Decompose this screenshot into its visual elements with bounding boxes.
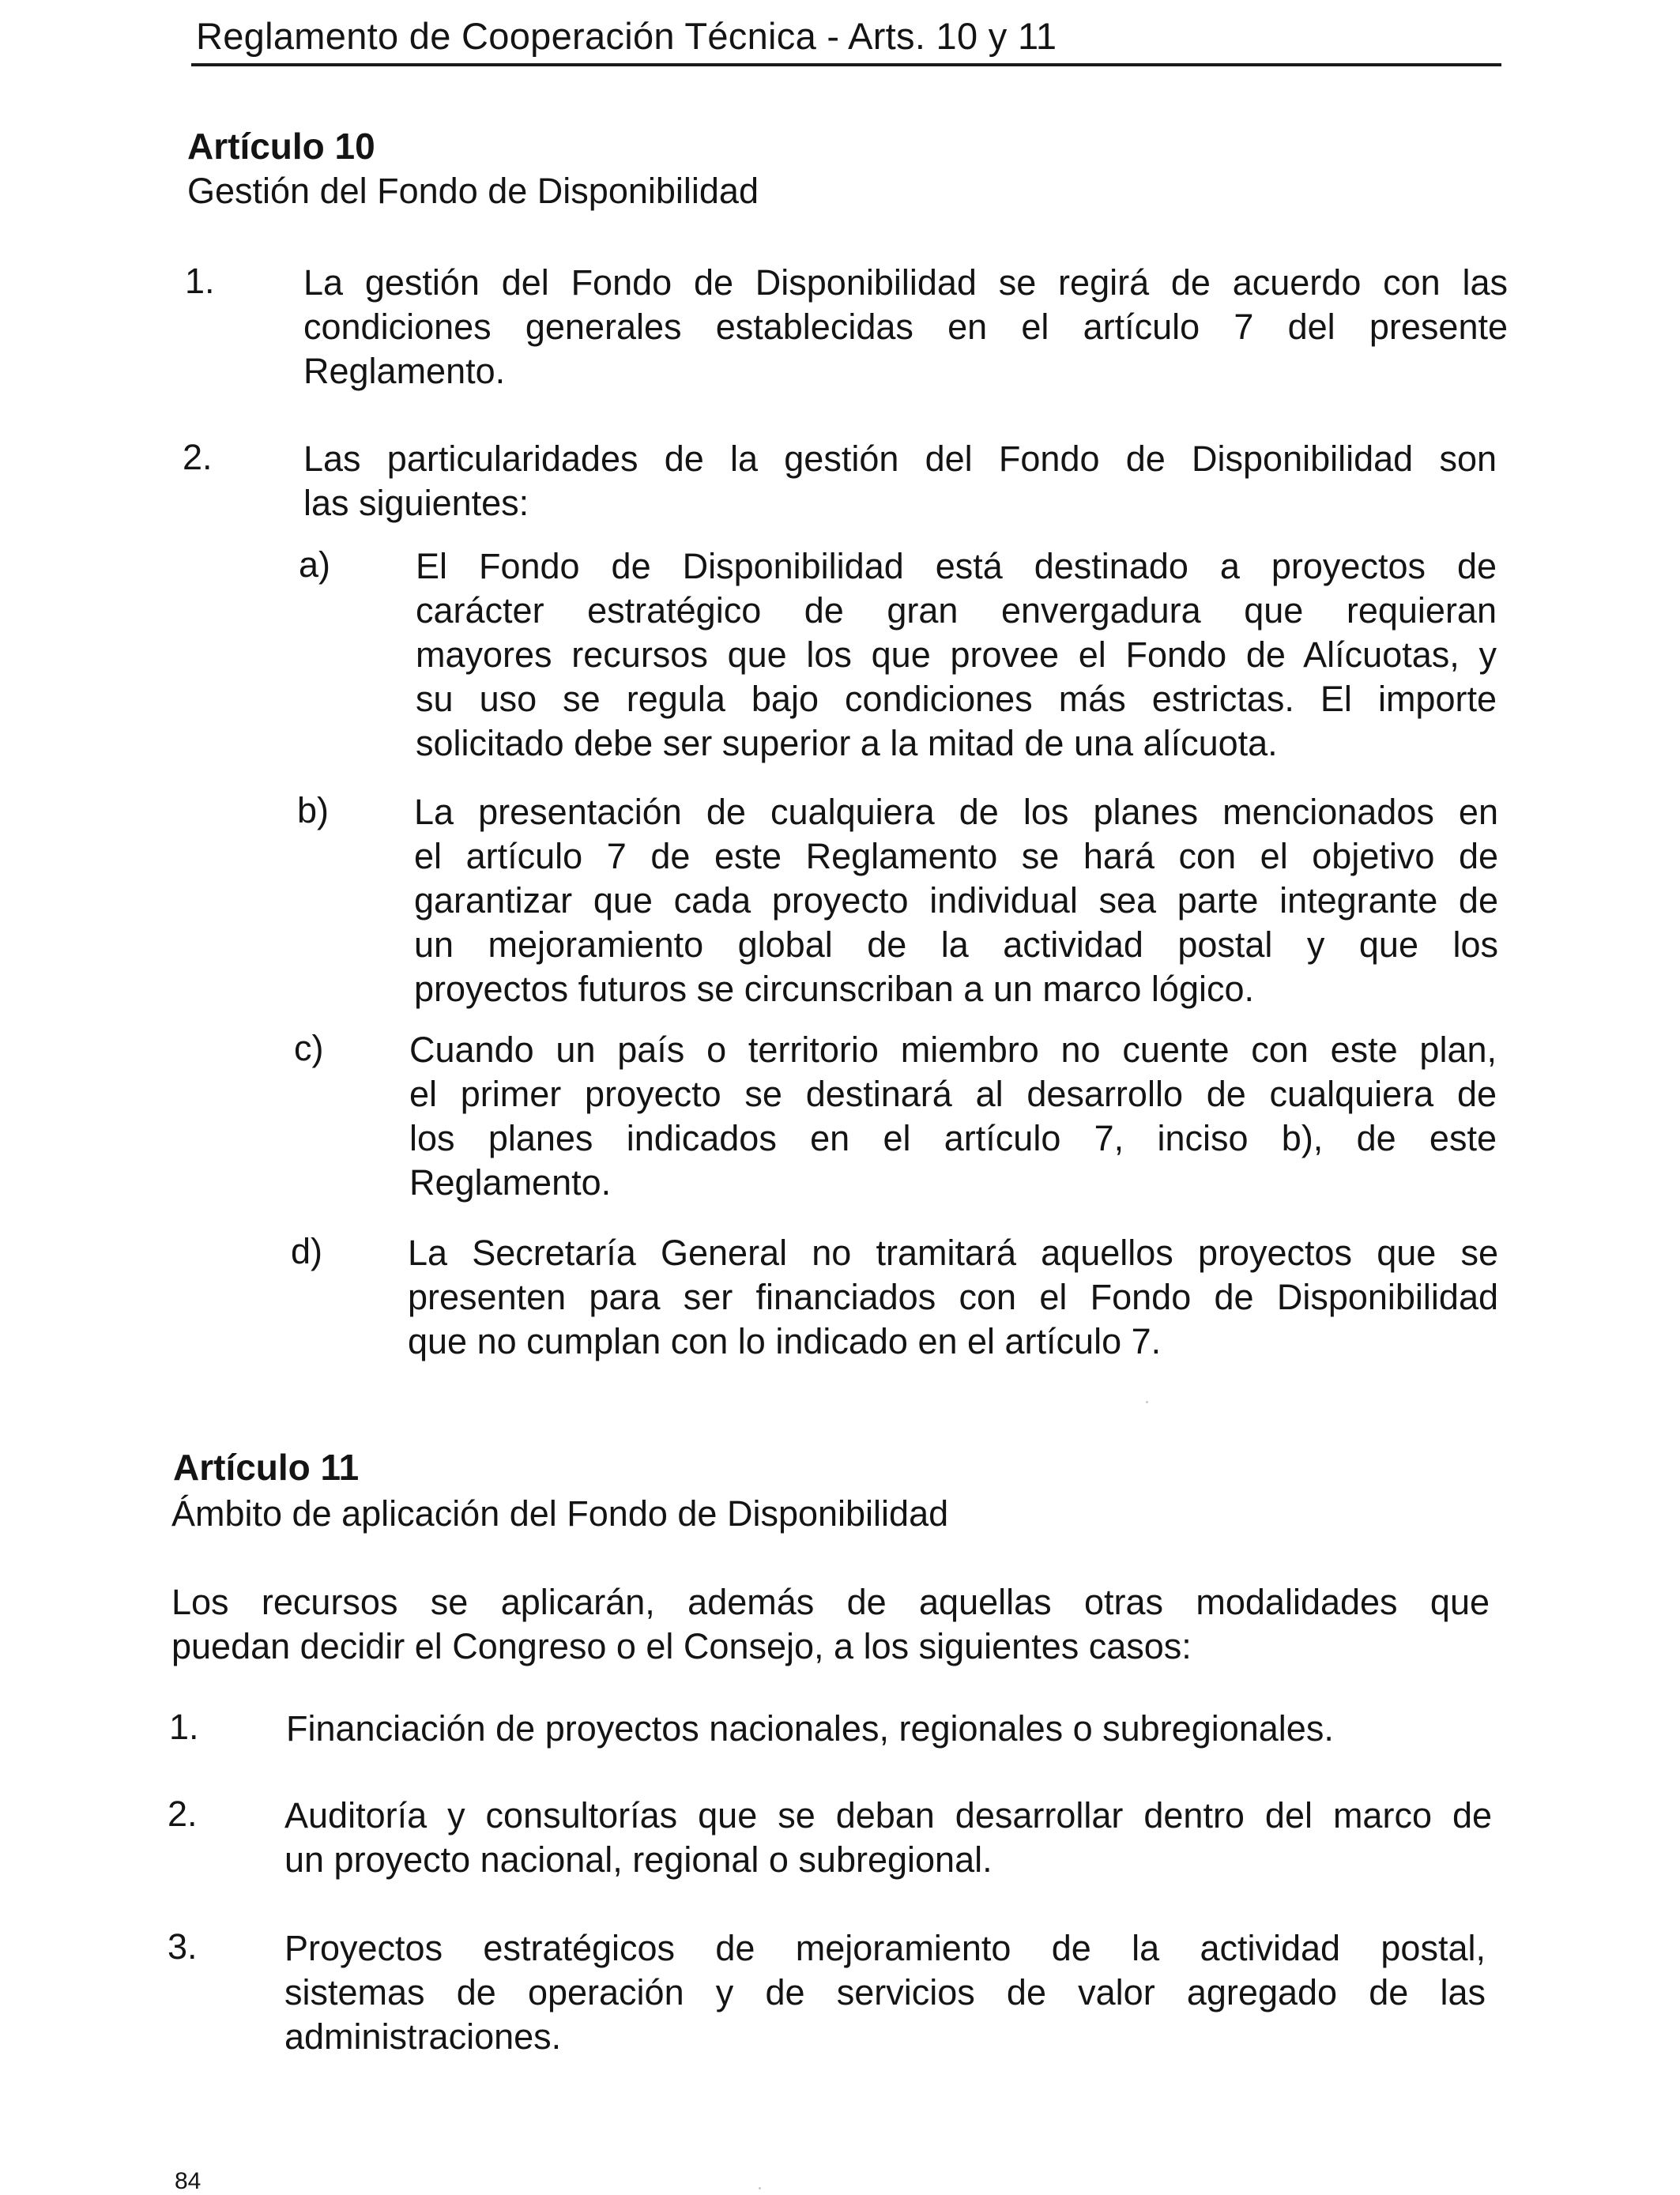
subitem-letter: a) — [299, 544, 331, 585]
text-line: un mejoramiento global de la actividad postal y que los — [414, 924, 1498, 965]
text-line: El Fondo de Disponibilidad está destinado a proyectos de — [416, 546, 1497, 586]
text-line: presenten para ser financiados con el Fondo de Disponibilidad — [408, 1277, 1498, 1317]
subitem-letter: b) — [297, 790, 330, 830]
text-line: Auditoría y consultorías que se deban desarrollar dentro del marco de — [284, 1795, 1492, 1835]
text-line: sistemas de operación y de servicios de valor agregado de las — [284, 1972, 1486, 2012]
text-line: La gestión del Fondo de Disponibilidad se regirá de acuerdo con las — [303, 262, 1508, 303]
text-line: puedan decidir el Congreso o el Consejo, a los siguientes casos: — [171, 1626, 1192, 1666]
text-line: Financiación de proyectos nacionales, regionales o subregionales. — [286, 1708, 1334, 1749]
item-number: 1. — [185, 261, 215, 301]
item-number: 2. — [168, 1794, 198, 1834]
text-line: administraciones. — [284, 2016, 562, 2057]
text-line: proyectos futuros se circunscriban a un marco lógico. — [414, 969, 1254, 1009]
text-line: garantizar que cada proyecto individual sea parte integrante de — [414, 880, 1498, 921]
text-line: Reglamento. — [303, 351, 506, 391]
list-item — [284, 1926, 1486, 2059]
text-line: Las particularidades de la gestión del Fondo de Disponibilidad son — [303, 439, 1497, 479]
list-item — [303, 437, 1497, 525]
article-11-title: Artículo 11 — [173, 1447, 360, 1488]
text-line: mayores recursos que los que provee el Fondo de Alícuotas, y — [416, 634, 1497, 675]
running-header: Reglamento de Cooperación Técnica - Arts. 10 y 11 — [196, 15, 1057, 57]
subitem-letter: c) — [294, 1028, 324, 1068]
item-number: 1. — [169, 1707, 199, 1747]
list-item — [284, 1794, 1492, 1882]
text-line: Reglamento. — [409, 1162, 612, 1203]
header-rule — [191, 63, 1501, 66]
list-item — [408, 1231, 1498, 1364]
scan-speck — [1146, 1401, 1148, 1403]
article-10-subtitle: Gestión del Fondo de Disponibilidad — [187, 171, 759, 211]
text-line: solicitado debe ser superior a la mitad de una alícuota. — [416, 723, 1278, 763]
text-line: La Secretaría General no tramitará aquellos proyectos que se — [408, 1233, 1498, 1273]
text-line: condiciones generales establecidas en el artículo 7 del presente — [303, 307, 1508, 347]
page-number: 84 — [175, 2168, 202, 2194]
article-11-intro — [171, 1580, 1490, 1669]
text-line: un proyecto nacional, regional o subregional. — [284, 1839, 993, 1880]
text-line: Cuando un país o territorio miembro no cuente con este plan, — [409, 1030, 1497, 1070]
text-line: su uso se regula bajo condiciones más estrictas. El importe — [416, 679, 1497, 719]
article-11-subtitle: Ámbito de aplicación del Fondo de Disponibilidad — [171, 1493, 949, 1534]
text-line: carácter estratégico de gran envergadura que requieran — [416, 590, 1497, 631]
list-item — [303, 261, 1508, 393]
list-item — [414, 790, 1498, 1011]
list-item — [409, 1028, 1497, 1205]
list-item — [416, 544, 1497, 766]
text-line: La presentación de cualquiera de los planes mencionados en — [414, 792, 1498, 832]
text-line: las siguientes: — [303, 483, 529, 523]
list-item — [286, 1707, 1519, 1751]
item-number: 2. — [183, 437, 213, 477]
text-line: el primer proyecto se destinará al desarrollo de cualquiera de — [409, 1074, 1497, 1114]
article-10-title: Artículo 10 — [187, 126, 375, 167]
text-line: los planes indicados en el artículo 7, inciso b), de este — [409, 1118, 1497, 1158]
subitem-letter: d) — [291, 1231, 323, 1271]
text-line: Proyectos estratégicos de mejoramiento de la actividad postal, — [284, 1928, 1486, 1968]
item-number: 3. — [168, 1926, 198, 1967]
text-line: Los recursos se aplicarán, además de aquellas otras modalidades que — [171, 1582, 1490, 1622]
scan-speck — [759, 2187, 761, 2189]
text-line: el artículo 7 de este Reglamento se hará con el objetivo de — [414, 836, 1498, 876]
text-line: que no cumplan con lo indicado en el artículo 7. — [408, 1321, 1162, 1361]
